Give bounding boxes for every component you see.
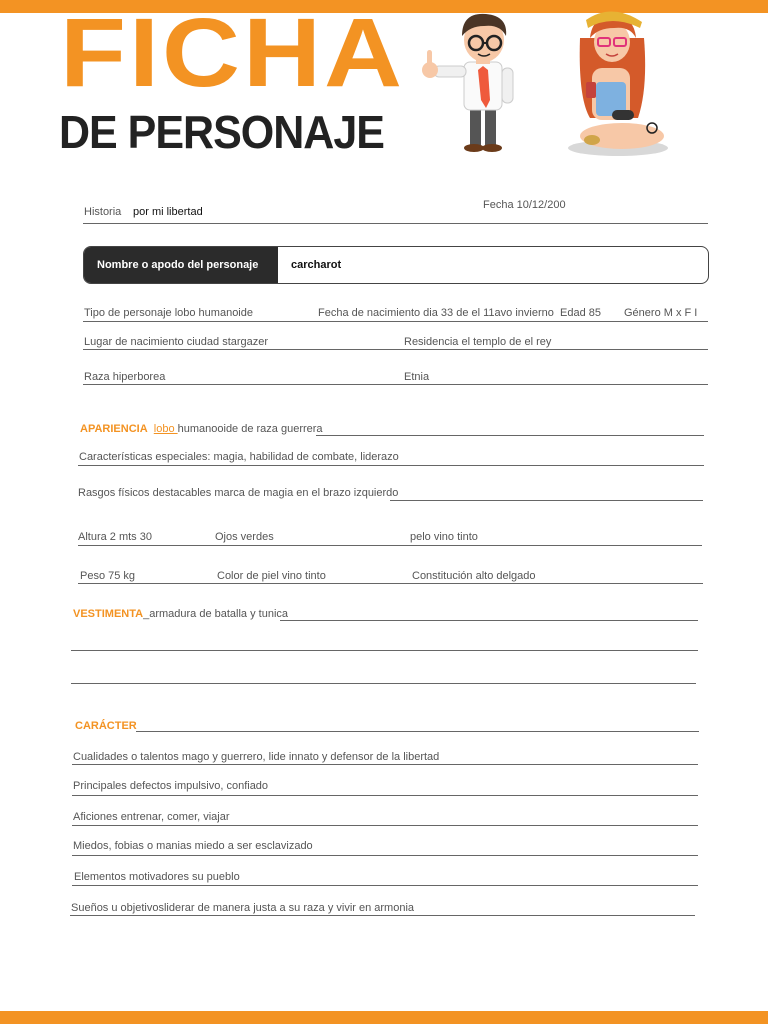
skin-color: Color de piel vino tinto	[217, 570, 326, 582]
character-name-value: carcharot	[291, 259, 342, 271]
story-label: Historia	[84, 206, 122, 218]
row-underline	[83, 384, 708, 385]
row-underline	[78, 583, 703, 584]
hair: pelo vino tinto	[410, 531, 478, 543]
clothing-heading: VESTIMENTA	[73, 608, 144, 620]
build: Constitución alto delgado	[412, 570, 536, 582]
row-underline	[72, 825, 698, 826]
talents: Cualidades o talentos mago y guerrero, lide innato y defensor de la libertad	[73, 751, 440, 763]
row-underline	[72, 885, 698, 886]
birth-date: Fecha de nacimiento dia 33 de el 11avo invierno	[318, 307, 554, 319]
clothing-section	[73, 609, 288, 620]
row-underline	[78, 465, 704, 466]
motivators: Elementos motivadores su pueblo	[74, 871, 240, 883]
row-underline	[316, 435, 704, 436]
row-underline	[83, 321, 708, 322]
appearance-value: humanooide de raza guerrera	[177, 423, 323, 435]
row-underline	[72, 764, 698, 765]
girl-character-illustration	[560, 8, 670, 160]
blank-line	[71, 650, 698, 651]
weight: Peso 75 kg	[80, 570, 136, 582]
bottom-accent-bar	[0, 1011, 768, 1024]
character-type: Tipo de personaje lobo humanoide	[84, 307, 253, 319]
row-underline	[70, 915, 695, 916]
character-name-box	[83, 246, 709, 284]
row-underline	[72, 795, 698, 796]
physical-traits: Rasgos físicos destacables marca de magia en el brazo izquierdo	[78, 487, 399, 499]
gender: Género M x F I	[624, 307, 698, 319]
row-underline	[390, 500, 703, 501]
character-name-label: Nombre o apodo del personaje	[84, 247, 278, 283]
story-value: por mi libertad	[133, 206, 203, 218]
residence: Residencia el templo de el rey	[404, 336, 552, 348]
race: Raza hiperborea	[84, 371, 166, 383]
story-underline	[83, 223, 708, 224]
height: Altura 2 mts 30	[78, 531, 152, 543]
character-heading: CARÁCTER	[75, 720, 137, 732]
appearance-heading: APARIENCIA	[80, 423, 148, 435]
man-character-illustration	[412, 10, 527, 155]
row-underline	[136, 731, 699, 732]
flaws: Principales defectos impulsivo, confiado	[73, 780, 269, 792]
page-title: FICHA	[60, 0, 405, 107]
clothing-value: _armadura de batalla y tunica	[143, 608, 289, 620]
row-underline	[280, 620, 698, 621]
age: Edad 85	[560, 307, 601, 319]
appearance-lobo: lobo	[153, 423, 178, 435]
ethnicity: Etnia	[404, 371, 430, 383]
fears: Miedos, fobias o manias miedo a ser esclavizado	[73, 840, 313, 852]
dreams-goals: Sueños u objetivosliderar de manera justa a su raza y vivir en armonia	[71, 902, 415, 914]
hobbies: Aficiones entrenar, comer, viajar	[73, 811, 230, 823]
special-traits: Características especiales: magia, habilidad de combate, liderazo	[79, 451, 399, 463]
blank-line	[71, 683, 696, 684]
row-underline	[78, 545, 702, 546]
date-field: Fecha 10/12/200	[483, 199, 566, 211]
appearance-section	[80, 424, 323, 435]
row-underline	[72, 855, 698, 856]
page-subtitle: DE PERSONAJE	[59, 106, 384, 159]
eyes: Ojos verdes	[215, 531, 274, 543]
birth-place: Lugar de nacimiento ciudad stargazer	[84, 336, 269, 348]
row-underline	[83, 349, 708, 350]
